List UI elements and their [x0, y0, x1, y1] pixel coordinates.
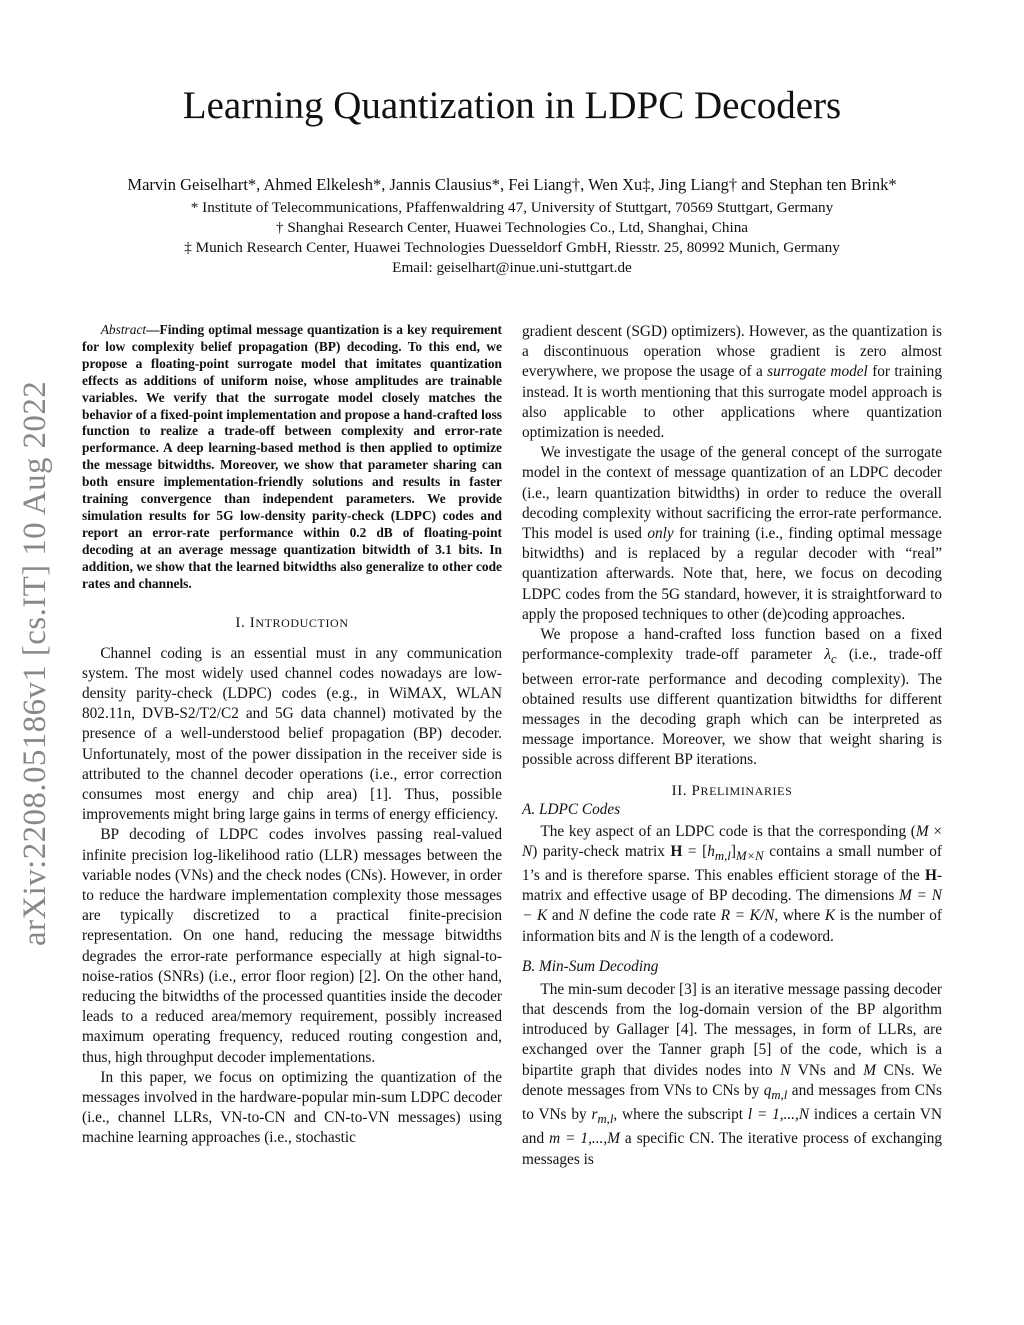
affiliations — [0, 198, 1024, 278]
ldpc-codes-paragraph: The key aspect of an LDPC code is that the corresponding (M × N) parity-check matrix $H = [h_{m,l}]_{M\times N}$ contains a small number of 1’s and is therefore sparse. This enables efficient storage of the H-matrix and effective usage of BP decoding. The dimensions M = N − K and N define the code rate R = K/N, where K is the number of information bits and N is the length of a codeword. — [522, 822, 943, 945]
subsection-ldpc-codes: A. LDPC Codes — [522, 800, 621, 818]
abstract — [82, 322, 502, 593]
right-column — [522, 322, 942, 1170]
contact-email[interactable]: Email: geiselhart@inue.uni-stuttgart.de — [392, 259, 632, 276]
section-heading-preliminaries: II. PRELIMINARIES — [671, 782, 793, 799]
intro-paragraph-1: Channel coding is an essential must in any communication system. The most widely used channel codes nowadays are low-density parity-check (LDPC) codes (e.g., in WiMAX, WLAN 802.11n, DVB-S2/T2/C2 and 5G data channel) motivated by the presence of a well-understood belief propagation (BP) decoder. Unfortunately, most of the power dissipation in the receiver side is attributed to the channel decoder operations (i.e., error correction consumes most energy and chip area) [1]. Thus, possible improvements might bring large gains in terms of energy efficiency. — [82, 644, 502, 824]
subsection-min-sum-decoding: B. Min-Sum Decoding — [522, 957, 659, 975]
intro-paragraph-4: gradient descent (SGD) optimizers). However, as the quantization is a discontinuous operation whose gradient is zero almost everywhere, we propose the usage of a surrogate model for training instead. It is worth mentioning that this surrogate model approach is also applicable to other applications where quantization optimization is needed. — [522, 323, 942, 442]
affiliation-shanghai: † Shanghai Research Center, Huawei Technologies Co., Ltd, Shanghai, China — [275, 219, 749, 236]
abstract-text: —Finding optimal message quantization is a key requirement for low complexity belief propagation (BP) decoding. To this end, we propose a floating-point surrogate model that imitates quantization effects as additions of uniform noise, whose amplitudes are trainable variables. We verify that the surrogate model closely matches the behavior of a fixed-point implementation and propose a hand-crafted loss function to realize a trade-off between complexity and error-rate performance. A deep learning-based method is then applied to optimize the message bitwidths. Moreover, we show that parameter sharing can both ensure implementation-friendly solutions and results in faster training convergence than independent parameters. We provide simulation results for 5G low-density parity-check (LDPC) codes and report an error-rate performance within 0.2 dB of floating-point decoding at an average message quantization bitwidth of 3.1 bits. In addition, we show that the learned bitwidths also generalize to other code rates and channels. — [82, 322, 502, 591]
section-heading-introduction: I. INTRODUCTION — [235, 614, 349, 631]
author-list: Marvin Geiselhart*, Ahmed Elkelesh*, Jannis Clausius*, Fei Liang†, Wen Xu‡, Jing Liang† and Stephan ten Brink* — [127, 175, 897, 194]
intro-paragraph-2: BP decoding of LDPC codes involves passing real-valued infinite precision log-likelihood ratio (LLR) messages between the variable nodes (VNs) and the check nodes (CNs). However, in order to reduce the hardware implementation complexity those messages are typically discretized to a practical finite-precision representation. On one hand, reducing the message bitwidths degrades the error-rate performance especially at high signal-to-noise-ratios (SNRs) (i.e., error floor region) [2]. On the other hand, reducing the bitwidths of the processed quantities inside the decoder leads to a reduced area/memory requirement, possibly increased maximum operating frequency, reduced routing congestion and, thus, high throughput decoder implementations. — [82, 826, 502, 1066]
affiliation-munich: ‡ Munich Research Center, Huawei Technologies Duesseldorf GmbH, Riesstr. 25, 80992 Munich, Germany — [184, 239, 840, 256]
intro-paragraph-6: We propose a hand-crafted loss function based on a fixed performance-complexity trade-off parameter $\lambda_c$ (i.e., trade-off between error-rate performance and decoding complexity). The obtained results use different quantization bitwidths for different messages in the decoding graph which can be interpreted as message importance. Moreover, we show that weight sharing is possible across different BP iterations. — [522, 626, 942, 769]
intro-paragraph-3: In this paper, we focus on optimizing the quantization of the messages involved in the hardware-popular min-sum LDPC decoder (i.e., channel LLRs, VN-to-CN and CN-to-VN messages) using machine learning approaches (i.e., stochastic — [82, 1068, 502, 1147]
paper-title: Learning Quantization in LDPC Decoders — [182, 84, 842, 127]
arxiv-identifier: arXiv:2208.05186v1 [cs.IT] 10 Aug 2022 — [17, 380, 53, 946]
abstract-label: Abstract — [100, 322, 147, 337]
left-column — [82, 322, 502, 1149]
min-sum-paragraph: The min-sum decoder [3] is an iterative message passing decoder that descends from the log-domain version of the BP algorithm introduced by Gallager [4]. The messages, in form of LLRs, are exchanged over the Tanner graph [5] of the code, which is a bipartite graph that divides nodes into N VNs and M CNs. We denote messages from VNs to CNs by $q_{m,l}$ and messages from CNs to VNs by $r_{m,l}$, where the subscript l = 1,...,N indices a certain VN and m = 1,...,M a specific CN. The iterative process of exchanging messages is — [522, 980, 942, 1168]
affiliation-stuttgart: * Institute of Telecommunications, Pfaffenwaldring 47, University of Stuttgart, 70569 Stuttgart, Germany — [190, 199, 834, 216]
intro-paragraph-5: We investigate the usage of the general concept of the surrogate model in the context of message quantization of an LDPC decoder (i.e., learn quantization bitwidths) in order to reduce the overall decoding complexity without sacrificing the error-rate performance. This model is used only for training (i.e., finding optimal message bitwidths) and is replaced by a regular decoder with “real” quantization afterwards. Note that, here, we focus on decoding LDPC codes from the 5G standard, however, it is straightforward to apply the proposed techniques to other (de)coding approaches. — [522, 444, 942, 623]
